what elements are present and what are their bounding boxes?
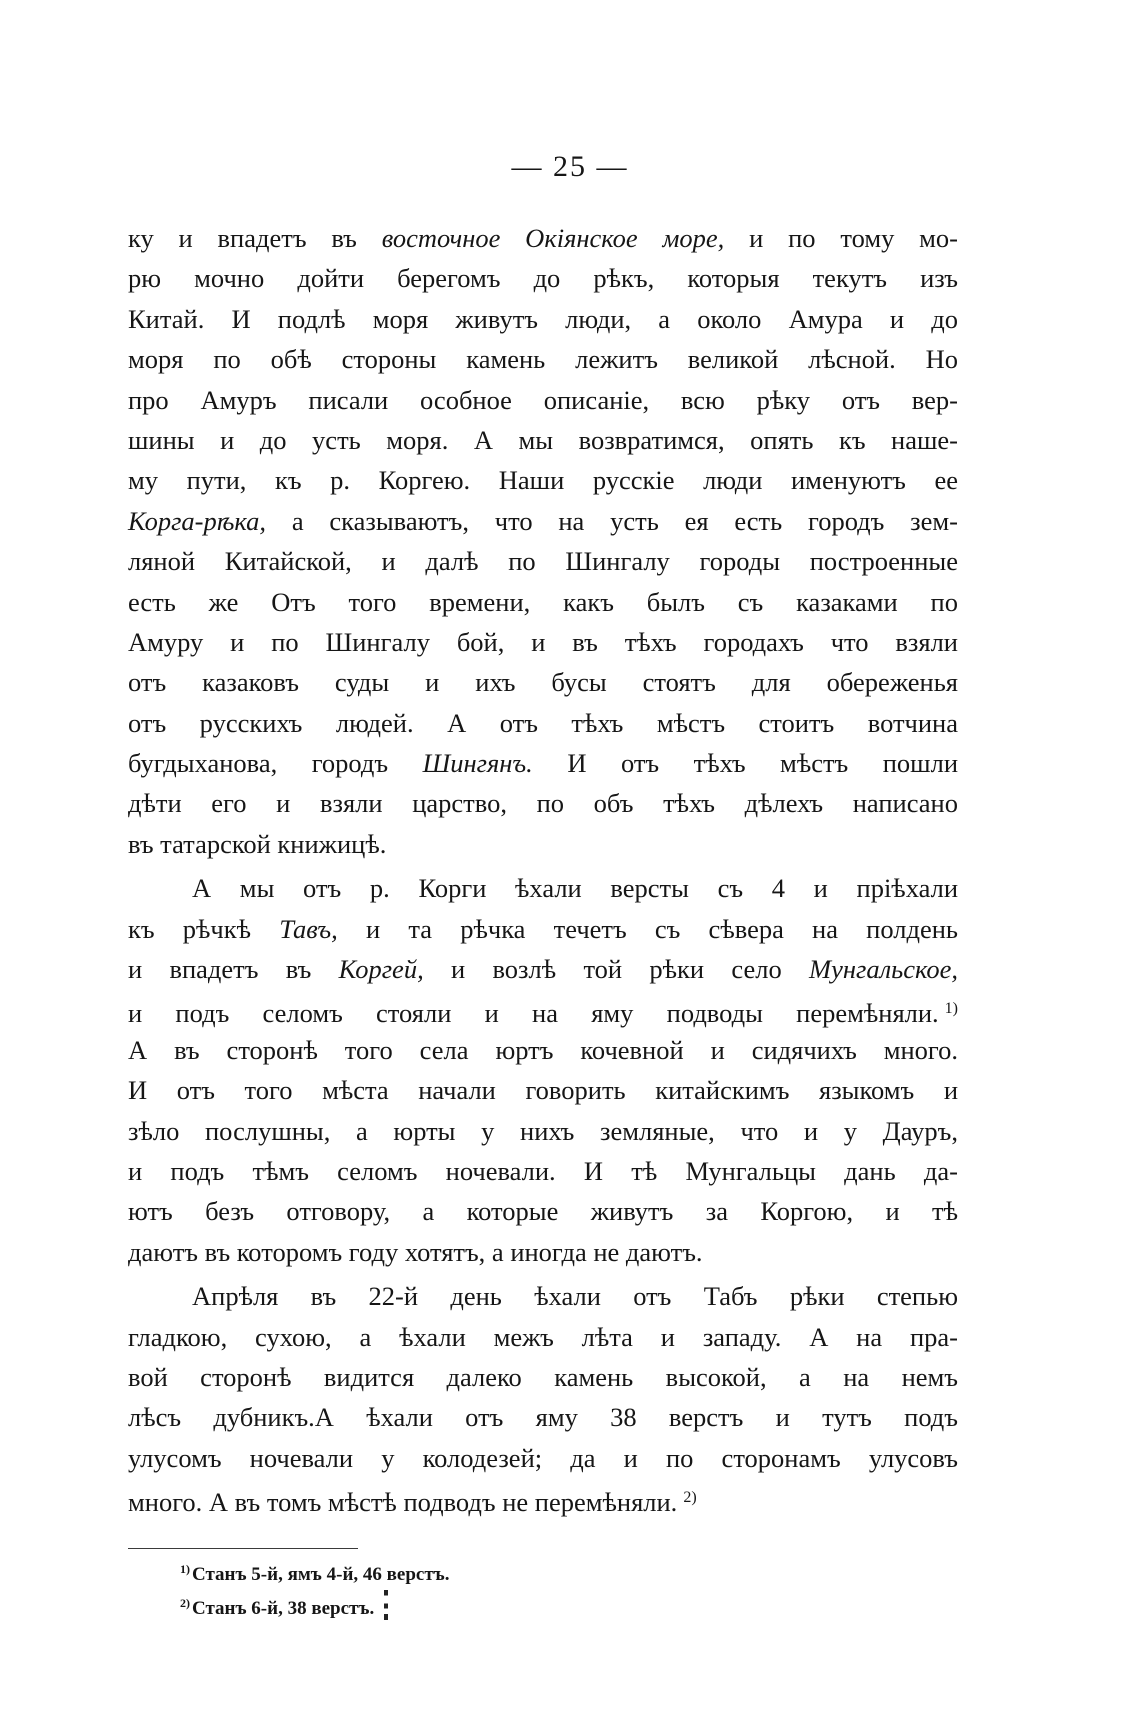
- footnote-ref: 1): [944, 1000, 958, 1018]
- footnote-divider: [128, 1548, 358, 1549]
- footnote: $^{1)}$ Станъ 5-й, ямъ 4-й, 46 верстъ.: [180, 1562, 450, 1585]
- text-line: вой сторонѣ видится далеко камень высокой, а на немъ: [128, 1361, 958, 1392]
- ink-speck-mark: [384, 1590, 388, 1620]
- text-line: гладкою, сухою, а ѣхали межъ лѣта и западу. А на пра-: [128, 1321, 958, 1352]
- footnote-ref: 2): [683, 1489, 697, 1507]
- page-number: — 25 —: [511, 150, 629, 183]
- footnotes: [180, 1555, 450, 1623]
- text-line: и подъ тѣмъ селомъ ночевали. И тѣ Мунгальцы дань да-: [128, 1155, 958, 1186]
- text-line: Китай. И подлѣ моря живутъ люди, а около Амура и до: [128, 303, 958, 334]
- text-line: ляной Китайской, и далѣ по Шингалу городы построенные: [128, 546, 958, 577]
- text-line: и подъ селомъ стояли и на яму подводы перемѣняли. $^{1)}$: [128, 998, 958, 1029]
- text-line: дѣти его и взяли царство, по объ тѣхъ дѣлехъ написано: [128, 788, 958, 819]
- text-line: А мы отъ р. Корги ѣхали версты съ 4 и пріѣхали: [192, 873, 958, 904]
- text-line: моря по обѣ стороны камень лежитъ великой лѣсной. Но: [128, 344, 958, 375]
- text-line: есть же Отъ того времени, какъ былъ съ казаками по: [128, 586, 958, 617]
- text-line: му пути, къ р. Коргею. Наши русскіе люди именуютъ ее: [128, 465, 958, 496]
- text-line: въ татарской книжицѣ.: [128, 828, 387, 859]
- text-line: А въ сторонѣ того села юртъ кочевной и сидячихъ много.: [128, 1034, 958, 1065]
- text-line: много. А въ томъ мѣстѣ подводъ не перемѣняли. $^{2)}$: [128, 1487, 697, 1518]
- text-line: ку и впадетъ въ восточное Окіянское море, и по тому мо-: [128, 223, 958, 253]
- footnote: $^{2)}$ Станъ 6-й, 38 верстъ.: [180, 1589, 450, 1623]
- text-line: И отъ того мѣста начали говорить китайскимъ языкомъ и: [128, 1075, 958, 1106]
- text-line: лѣсъ дубникъ.А ѣхали отъ яму 38 верстъ и тутъ подъ: [128, 1402, 958, 1433]
- text-line: про Амуръ писали особное описаніе, всю рѣку отъ вер-: [128, 384, 958, 415]
- text-line: зѣло послушны, а юрты у нихъ земляные, что и у Дауръ,: [128, 1115, 958, 1146]
- text-line: отъ русскихъ людей. А отъ тѣхъ мѣстъ стоитъ вотчина: [128, 707, 958, 738]
- body-text: [128, 218, 958, 1519]
- text-line: шины и до усть моря. А мы возвратимся, опять къ наше-: [128, 424, 958, 455]
- text-line: и впадетъ въ Коргей, и возлѣ той рѣки село Мунгальское,: [128, 954, 958, 985]
- text-line: отъ казаковъ суды и ихъ бусы стоятъ для обереженья: [128, 667, 958, 698]
- text-line: бугдыханова, городъ Шингянъ. И отъ тѣхъ мѣстъ пошли: [128, 748, 958, 779]
- text-line: улусомъ ночевали у колодезей; да и по сторонамъ улусовъ: [128, 1442, 958, 1473]
- text-line: даютъ въ которомъ году хотятъ, а иногда не даютъ.: [128, 1236, 703, 1267]
- text-line: Апрѣля въ 22-й день ѣхали отъ Табъ рѣки степью: [192, 1281, 958, 1312]
- text-line: Амуру и по Шингалу бой, и въ тѣхъ городахъ что взяли: [128, 626, 958, 657]
- text-line: ютъ безъ отговору, а которые живутъ за Коргою, и тѣ: [128, 1196, 958, 1227]
- text-line: Корга-рѣка, а сказываютъ, что на усть ея есть городъ зем-: [128, 505, 958, 536]
- text-line: къ рѣчкѣ Тавъ, и та рѣчка течетъ съ сѣвера на полдень: [128, 913, 958, 944]
- text-line: рю мочно дойти берегомъ до рѣкъ, которыя текутъ изъ: [128, 263, 958, 294]
